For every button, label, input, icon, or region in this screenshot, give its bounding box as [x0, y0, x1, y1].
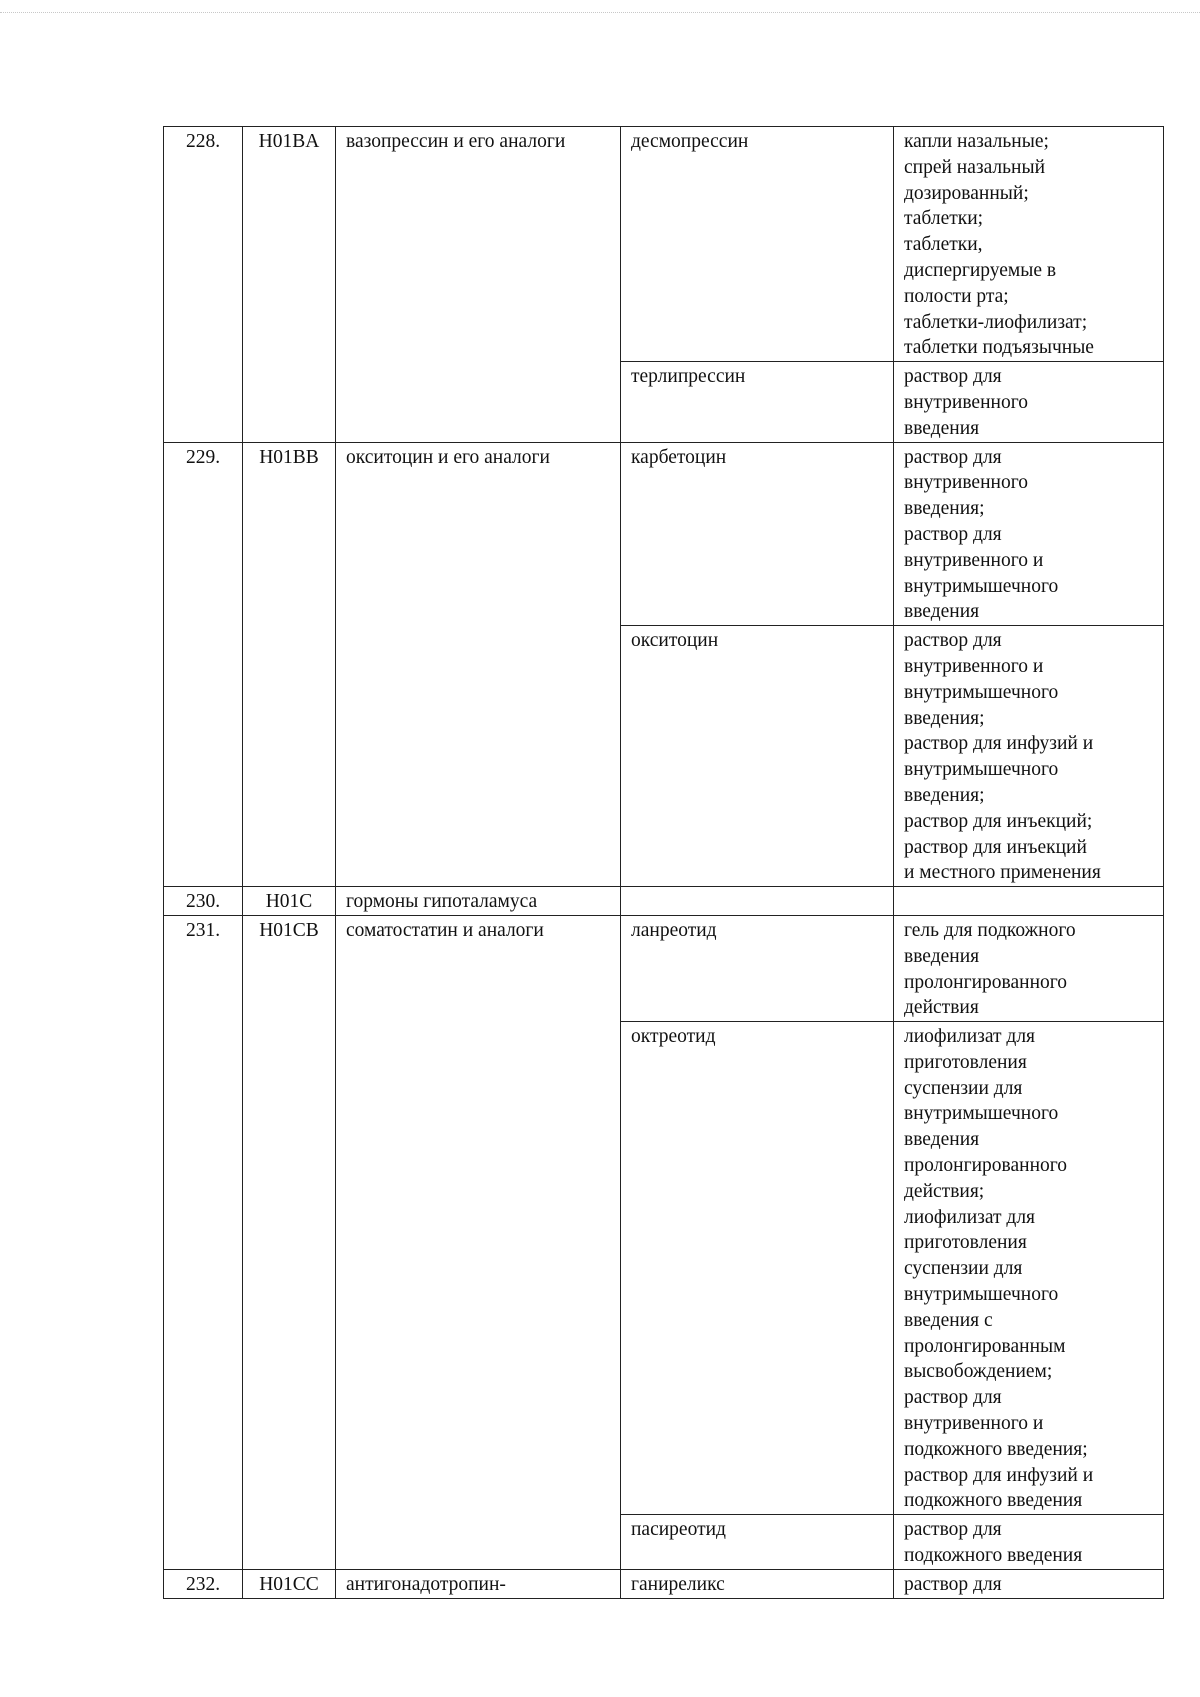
drug-name-cell: ланреотид — [621, 915, 894, 1021]
row-number-cell: 229. — [164, 442, 243, 887]
dosage-form-line: раствор для — [904, 1519, 1002, 1541]
dosage-form-line: раствор для — [904, 1573, 1002, 1595]
dosage-form-line: внутривенного — [904, 472, 1028, 494]
dosage-form-line: гель для подкожного — [904, 919, 1076, 941]
dosage-form-line: суспензии для — [904, 1077, 1023, 1099]
dosage-form-line: полости рта; — [904, 285, 1009, 307]
dosage-form-line: таблетки подъязычные — [904, 337, 1094, 359]
dosage-form-line: таблетки, — [904, 234, 983, 256]
drug-name-cell: октреотид — [621, 1022, 894, 1515]
atc-code-cell: H01CB — [243, 915, 336, 1569]
dosage-forms-cell — [894, 626, 1164, 887]
dosage-form-line: внутримышечного — [904, 681, 1059, 703]
dosage-form-line: введения; — [904, 498, 985, 520]
drug-name-cell: пасиреотид — [621, 1515, 894, 1570]
drug-name-cell: карбетоцин — [621, 442, 894, 626]
table-row — [164, 1569, 1164, 1598]
drug-group-cell: антигонадотропин- — [336, 1569, 621, 1598]
dosage-form-line: введения; — [904, 707, 985, 729]
dosage-forms-cell — [894, 127, 1164, 362]
dosage-form-line: раствор для — [904, 523, 1002, 545]
dosage-form-line: подкожного введения — [904, 1545, 1083, 1567]
dosage-form-line: дозированный; — [904, 182, 1029, 204]
dosage-form-line: спрей назальный — [904, 156, 1046, 178]
dosage-form-line: диспергируемые в — [904, 259, 1057, 281]
dosage-forms-cell — [894, 1022, 1164, 1515]
dosage-form-line: внутривенного и — [904, 1413, 1044, 1435]
drug-group-cell: вазопрессин и его аналоги — [336, 127, 621, 443]
dosage-form-line: лиофилизат для — [904, 1026, 1036, 1048]
table-row — [164, 887, 1164, 916]
row-number-cell: 231. — [164, 915, 243, 1569]
dosage-forms-cell — [894, 915, 1164, 1021]
dosage-form-line: таблетки; — [904, 208, 984, 230]
table-row — [164, 127, 1164, 362]
dosage-form-line: таблетки-лиофилизат; — [904, 311, 1088, 333]
drug-name-cell: ганиреликс — [621, 1569, 894, 1598]
dosage-form-line: введения — [904, 601, 980, 623]
dosage-form-line: подкожного введения — [904, 1490, 1083, 1512]
dosage-form-line: раствор для — [904, 630, 1002, 652]
drug-name-cell: десмопрессин — [621, 127, 894, 362]
dosage-form-line: внутривенного и — [904, 549, 1044, 571]
scan-edge-line — [0, 12, 1200, 13]
dosage-form-line: и местного применения — [904, 862, 1101, 884]
dosage-forms-cell — [894, 1569, 1164, 1598]
drug-group-cell: гормоны гипоталамуса — [336, 887, 621, 916]
dosage-forms-cell — [894, 442, 1164, 626]
drug-group-cell: соматостатин и аналоги — [336, 915, 621, 1569]
dosage-form-line: введения — [904, 945, 980, 967]
dosage-form-line: введения с — [904, 1309, 993, 1331]
atc-code-cell: H01BB — [243, 442, 336, 887]
dosage-form-line: введения — [904, 1129, 980, 1151]
dosage-form-line: приготовления — [904, 1051, 1027, 1073]
dosage-form-line: раствор для — [904, 446, 1002, 468]
atc-code-cell: H01CC — [243, 1569, 336, 1598]
row-number-cell: 228. — [164, 127, 243, 443]
dosage-form-line: раствор для — [904, 366, 1002, 388]
row-number-cell: 230. — [164, 887, 243, 916]
dosage-forms-cell — [894, 887, 1164, 916]
drug-list-table — [163, 126, 1164, 1599]
drug-name-cell: терлипрессин — [621, 362, 894, 442]
dosage-form-line: суспензии для — [904, 1258, 1023, 1280]
dosage-form-line: капли назальные; — [904, 131, 1049, 152]
dosage-form-line: действия — [904, 997, 979, 1019]
dosage-form-line: введения — [904, 417, 980, 439]
dosage-form-line: внутримышечного — [904, 1103, 1059, 1125]
dosage-forms-cell — [894, 1515, 1164, 1570]
dosage-form-line: пролонгированного — [904, 1155, 1068, 1177]
atc-code-cell: H01BA — [243, 127, 336, 443]
dosage-form-line: внутримышечного — [904, 759, 1059, 781]
dosage-forms-cell — [894, 362, 1164, 442]
dosage-form-line: приготовления — [904, 1232, 1027, 1254]
dosage-form-line: подкожного введения; — [904, 1438, 1088, 1460]
dosage-form-line: действия; — [904, 1180, 985, 1202]
dosage-form-line: раствор для инфузий и — [904, 733, 1094, 755]
dosage-form-line: внутримышечного — [904, 1284, 1059, 1306]
table-row — [164, 442, 1164, 626]
dosage-form-line: раствор для инфузий и — [904, 1464, 1094, 1486]
dosage-form-line: раствор для инъекций; — [904, 810, 1093, 832]
dosage-form-line: лиофилизат для — [904, 1206, 1036, 1228]
drug-group-cell: окситоцин и его аналоги — [336, 442, 621, 887]
dosage-form-line: высвобождением; — [904, 1361, 1053, 1383]
dosage-form-line: пролонгированного — [904, 971, 1068, 993]
row-number-cell: 232. — [164, 1569, 243, 1598]
dosage-form-line: внутримышечного — [904, 575, 1059, 597]
drug-name-cell — [621, 887, 894, 916]
dosage-form-line: введения; — [904, 784, 985, 806]
drug-name-cell: окситоцин — [621, 626, 894, 887]
dosage-form-line: раствор для инъекций — [904, 836, 1087, 858]
atc-code-cell: H01C — [243, 887, 336, 916]
table-body — [164, 127, 1164, 1599]
dosage-form-line: раствор для — [904, 1387, 1002, 1409]
dosage-form-line: внутривенного и — [904, 655, 1044, 677]
table-row — [164, 915, 1164, 1021]
dosage-form-line: пролонгированным — [904, 1335, 1066, 1357]
dosage-form-line: внутривенного — [904, 391, 1028, 413]
